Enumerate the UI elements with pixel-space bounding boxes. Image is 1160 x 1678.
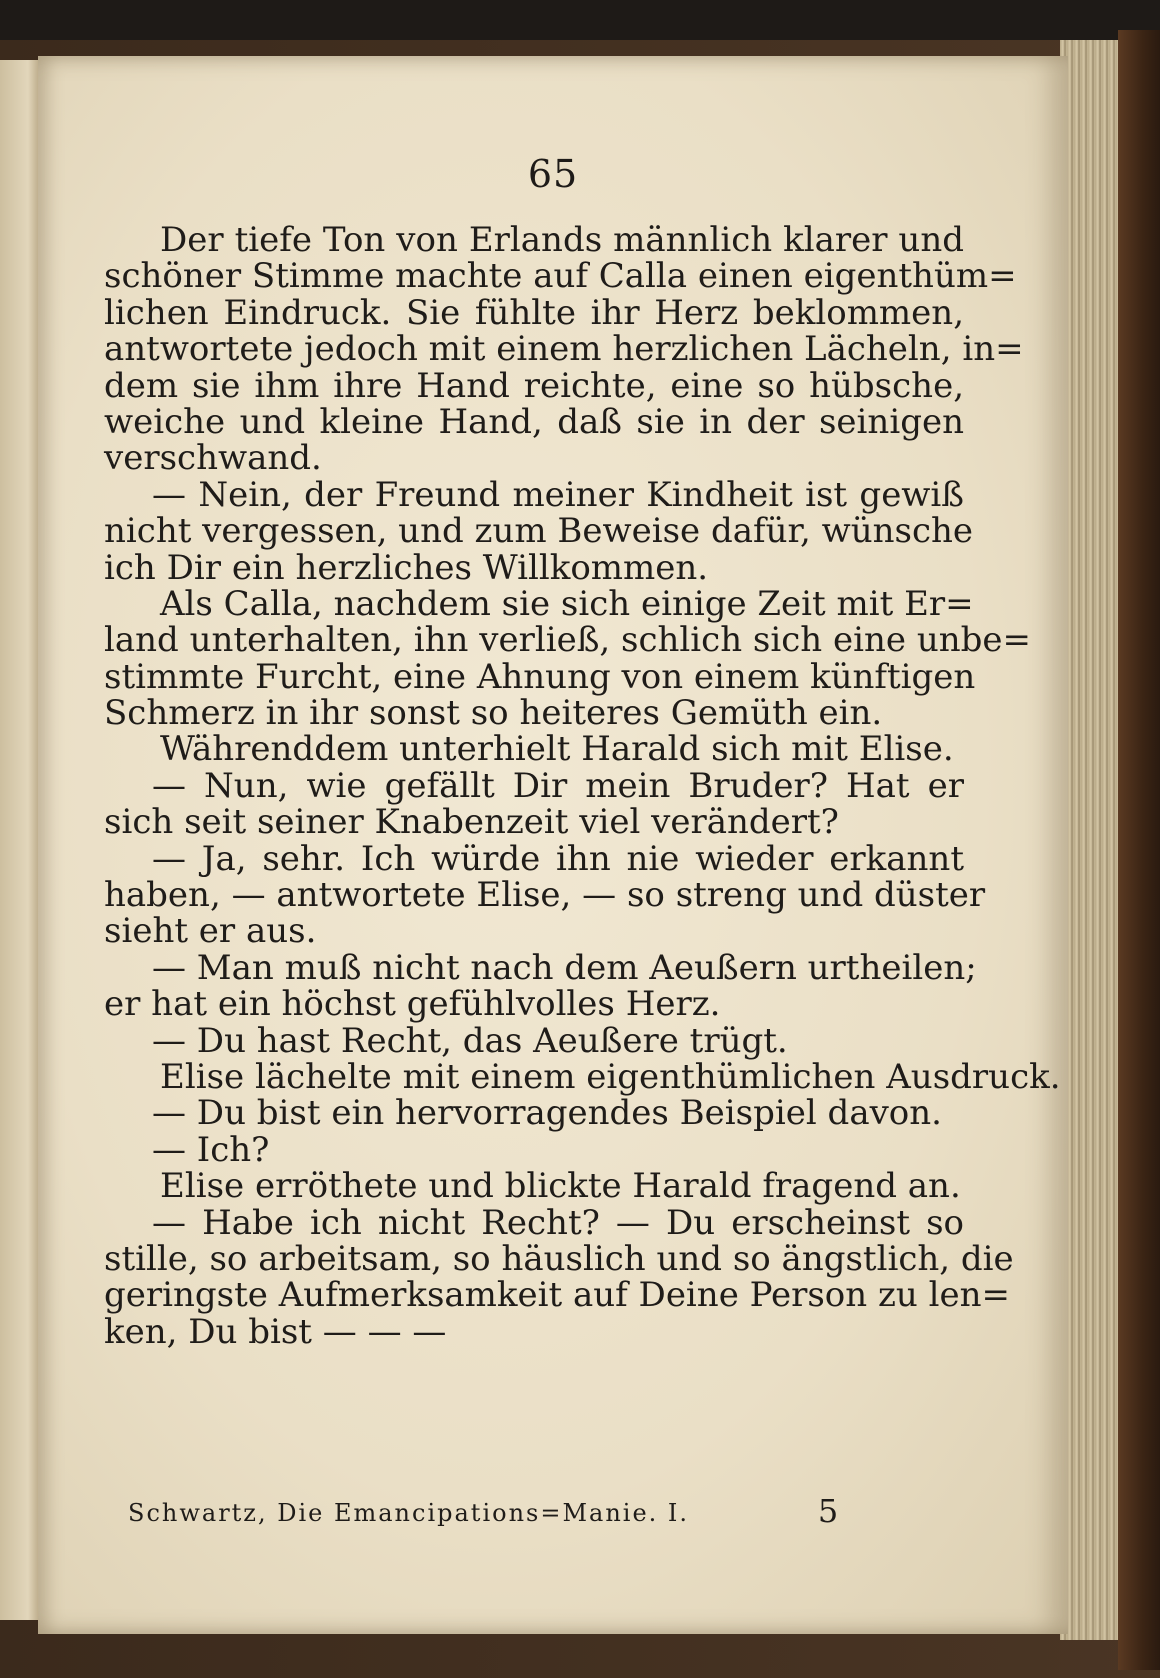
text-line: — Du hast Recht, das Aeußere trügt. (152, 1020, 788, 1061)
text-line: — Nun, wie gefällt Dir mein Bruder? Hat er (152, 765, 964, 806)
text-line: Währenddem unterhielt Harald sich mit Elise. (160, 729, 954, 770)
text-line: haben, — antwortete Elise, — so streng und düster (104, 875, 986, 916)
text-line: Schmerz in ihr sonst so heiteres Gemüth ein. (104, 693, 883, 734)
text-line: sich seit seiner Knabenzeit viel verändert? (104, 802, 839, 843)
text-line: er hat ein höchst gefühlvolles Herz. (104, 984, 721, 1025)
text-line: sieht er aus. (104, 911, 317, 952)
text-line: land unterhalten, ihn verließ, schlich sich eine unbe= (104, 620, 1031, 661)
text-line: schöner Stimme machte auf Calla einen eigenthüm= (104, 256, 1017, 297)
body-text (104, 220, 1061, 1352)
text-line: nicht vergessen, und zum Beweise dafür, wünsche (104, 511, 974, 552)
text-line: Der tiefe Ton von Erlands männlich klarer und (160, 220, 964, 260)
text-line: antwortete jedoch mit einem herzlichen Lächeln, in= (104, 329, 1024, 370)
left-page-edge (0, 60, 40, 1620)
text-line: — Man muß nicht nach dem Aeußern urtheilen; (152, 947, 977, 988)
text-line: stille, so arbeitsam, so häuslich und so ängstlich, die (104, 1238, 1014, 1279)
text-line: — Nein, der Freund meiner Kindheit ist gewiß (152, 474, 964, 515)
text-line: ich Dir ein herzliches Willkommen. (104, 547, 709, 588)
text-line: Elise lächelte mit einem eigenthümlichen Ausdruck. (160, 1056, 1061, 1097)
background-strip (0, 0, 1160, 40)
text-line: — Du bist ein hervorragendes Beispiel davon. (152, 1093, 942, 1134)
text-line: Als Calla, nachdem sie sich einige Zeit mit Er= (160, 583, 974, 624)
text-line: verschwand. (104, 438, 322, 479)
text-line: ken, Du bist — — — (104, 1311, 447, 1352)
sheet-number: 5 (817, 1492, 839, 1530)
text-line: — Habe ich nicht Recht? — Du erscheinst so (152, 1202, 964, 1243)
page-number: 65 (527, 152, 579, 196)
text-line: stimmte Furcht, eine Ahnung von einem künftigen (104, 656, 976, 697)
book-page (38, 56, 1068, 1634)
book-cover-edge (1118, 30, 1160, 1670)
text-line: geringste Aufmerksamkeit auf Deine Person zu len= (104, 1275, 1010, 1316)
text-line: Elise erröthete und blickte Harald fragend an. (160, 1166, 961, 1207)
text-line: lichen Eindruck. Sie fühlte ihr Herz beklommen, (104, 292, 964, 333)
text-line: — Ja, sehr. Ich würde ihn nie wieder erkannt (152, 838, 964, 879)
text-line: dem sie ihm ihre Hand reichte, eine so hübsche, (104, 365, 964, 406)
text-line: weiche und kleine Hand, daß sie in der seinigen (104, 401, 964, 442)
text-line: — Ich? (152, 1129, 270, 1170)
signature-line: Schwartz, Die Emancipations=Manie. I. (128, 1499, 690, 1527)
